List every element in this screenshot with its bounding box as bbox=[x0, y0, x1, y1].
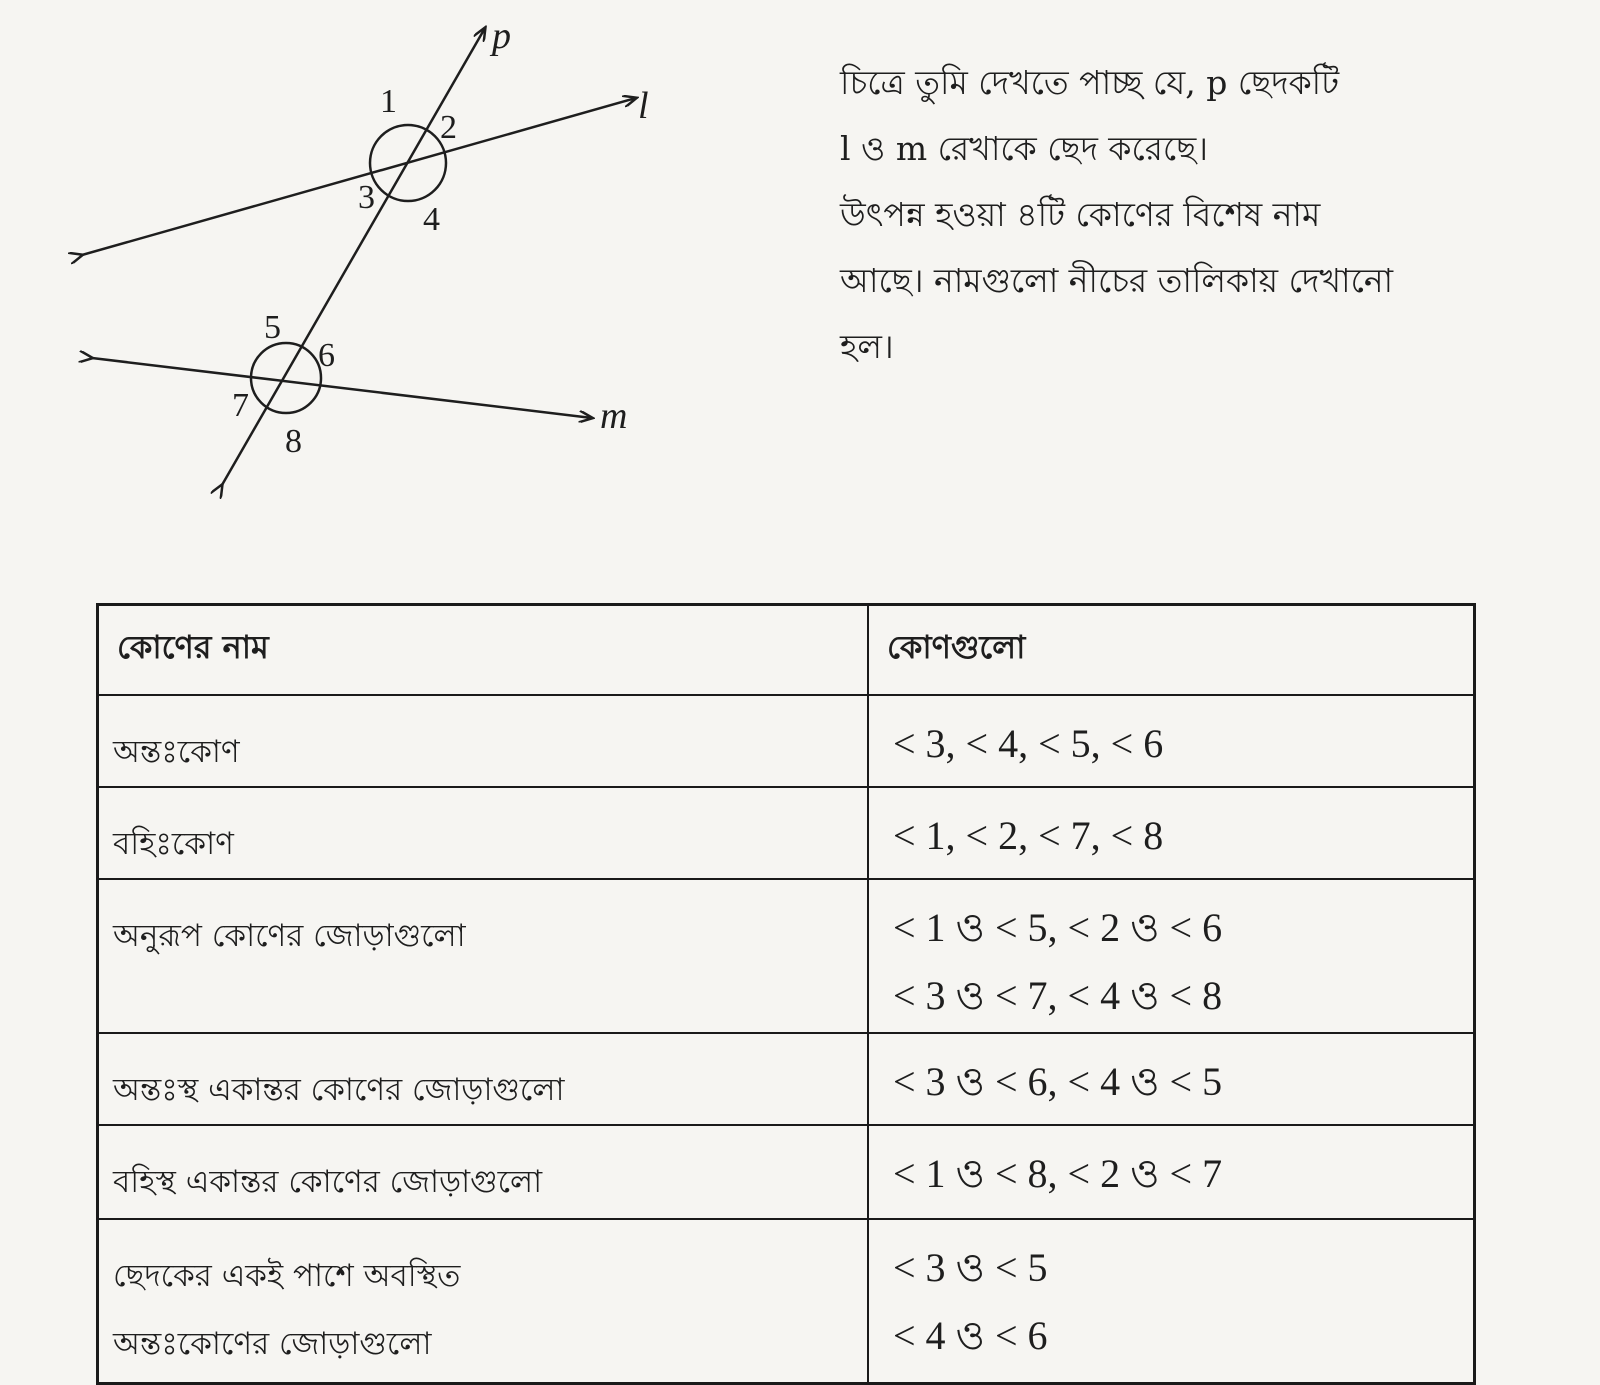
row-angles-line: < 1, < 2, < 7, < 8 bbox=[893, 813, 1164, 858]
label-m: m bbox=[600, 395, 628, 437]
transversal-diagram bbox=[0, 0, 820, 520]
row-angles-line: < 3 ও < 5 bbox=[893, 1245, 1048, 1290]
row-angles-line: < 1 ও < 8, < 2 ও < 7 bbox=[893, 1151, 1223, 1196]
transversal-p bbox=[222, 28, 485, 485]
row-name-line: অন্তঃস্থ একান্তর কোণের জোড়াগুলো bbox=[113, 1072, 565, 1108]
header-angle-name: কোণের নাম bbox=[98, 605, 869, 696]
row-name bbox=[98, 695, 869, 787]
table-row bbox=[98, 1219, 1475, 1384]
table-row bbox=[98, 879, 1475, 1033]
row-name-line: বহিস্থ একান্তর কোণের জোড়াগুলো bbox=[113, 1164, 543, 1200]
row-name-line: অন্তঃকোণের জোড়াগুলো bbox=[113, 1326, 432, 1362]
angle-label-1: 1 bbox=[380, 83, 397, 120]
row-name-line: অনুরূপ কোণের জোড়াগুলো bbox=[113, 918, 466, 954]
row-angles-line: < 3 ও < 6, < 4 ও < 5 bbox=[893, 1059, 1223, 1104]
table-row bbox=[98, 787, 1475, 879]
paragraph-line-5: হল। bbox=[840, 327, 894, 366]
angle-label-3: 3 bbox=[358, 179, 375, 216]
row-angles bbox=[868, 879, 1475, 1033]
row-angles-line: < 3 ও < 7, < 4 ও < 8 bbox=[893, 973, 1223, 1018]
row-name bbox=[98, 1219, 869, 1384]
row-name bbox=[98, 787, 869, 879]
angle-label-6: 6 bbox=[318, 337, 335, 374]
row-name bbox=[98, 879, 869, 1033]
angle-label-4: 4 bbox=[423, 201, 440, 238]
row-angles-line: < 3, < 4, < 5, < 6 bbox=[893, 721, 1164, 766]
row-angles bbox=[868, 1125, 1475, 1219]
paragraph-line-3: উৎপন্ন হওয়া ৪টি কোণের বিশেষ নাম bbox=[840, 195, 1321, 234]
row-angles bbox=[868, 1033, 1475, 1125]
row-angles-line: < 1 ও < 5, < 2 ও < 6 bbox=[893, 905, 1223, 950]
angle-label-7: 7 bbox=[232, 387, 249, 424]
header-angles: কোণগুলো bbox=[868, 605, 1475, 696]
row-name-line: বহিঃকোণ bbox=[113, 826, 234, 862]
row-angles bbox=[868, 787, 1475, 879]
paragraph-line-2: l ও m রেখাকে ছেদ করেছে। bbox=[840, 129, 1208, 168]
table-row bbox=[98, 1033, 1475, 1125]
angle-names-table bbox=[96, 603, 1476, 1385]
table-row bbox=[98, 1125, 1475, 1219]
row-angles bbox=[868, 695, 1475, 787]
label-l: l bbox=[638, 85, 649, 127]
paragraph-line-4: আছে। নামগুলো নীচের তালিকায় দেখানো bbox=[840, 261, 1394, 300]
row-name-line: ছেদকের একই পাশে অবস্থিত bbox=[113, 1258, 461, 1294]
angle-label-2: 2 bbox=[440, 109, 457, 146]
paragraph-line-1: চিত্রে তুমি দেখতে পাচ্ছ যে, p ছেদকটি bbox=[840, 63, 1340, 102]
row-name-line: অন্তঃকোণ bbox=[113, 734, 240, 770]
row-name bbox=[98, 1033, 869, 1125]
explanation-paragraph bbox=[840, 50, 1550, 380]
table-row bbox=[98, 695, 1475, 787]
line-m bbox=[92, 358, 592, 418]
row-angles bbox=[868, 1219, 1475, 1384]
angle-label-5: 5 bbox=[264, 309, 281, 346]
line-l bbox=[82, 98, 636, 255]
label-p: p bbox=[492, 15, 511, 57]
row-name bbox=[98, 1125, 869, 1219]
angle-label-8: 8 bbox=[285, 423, 302, 460]
table-header-row bbox=[98, 605, 1475, 696]
row-angles-line: < 4 ও < 6 bbox=[893, 1313, 1048, 1358]
